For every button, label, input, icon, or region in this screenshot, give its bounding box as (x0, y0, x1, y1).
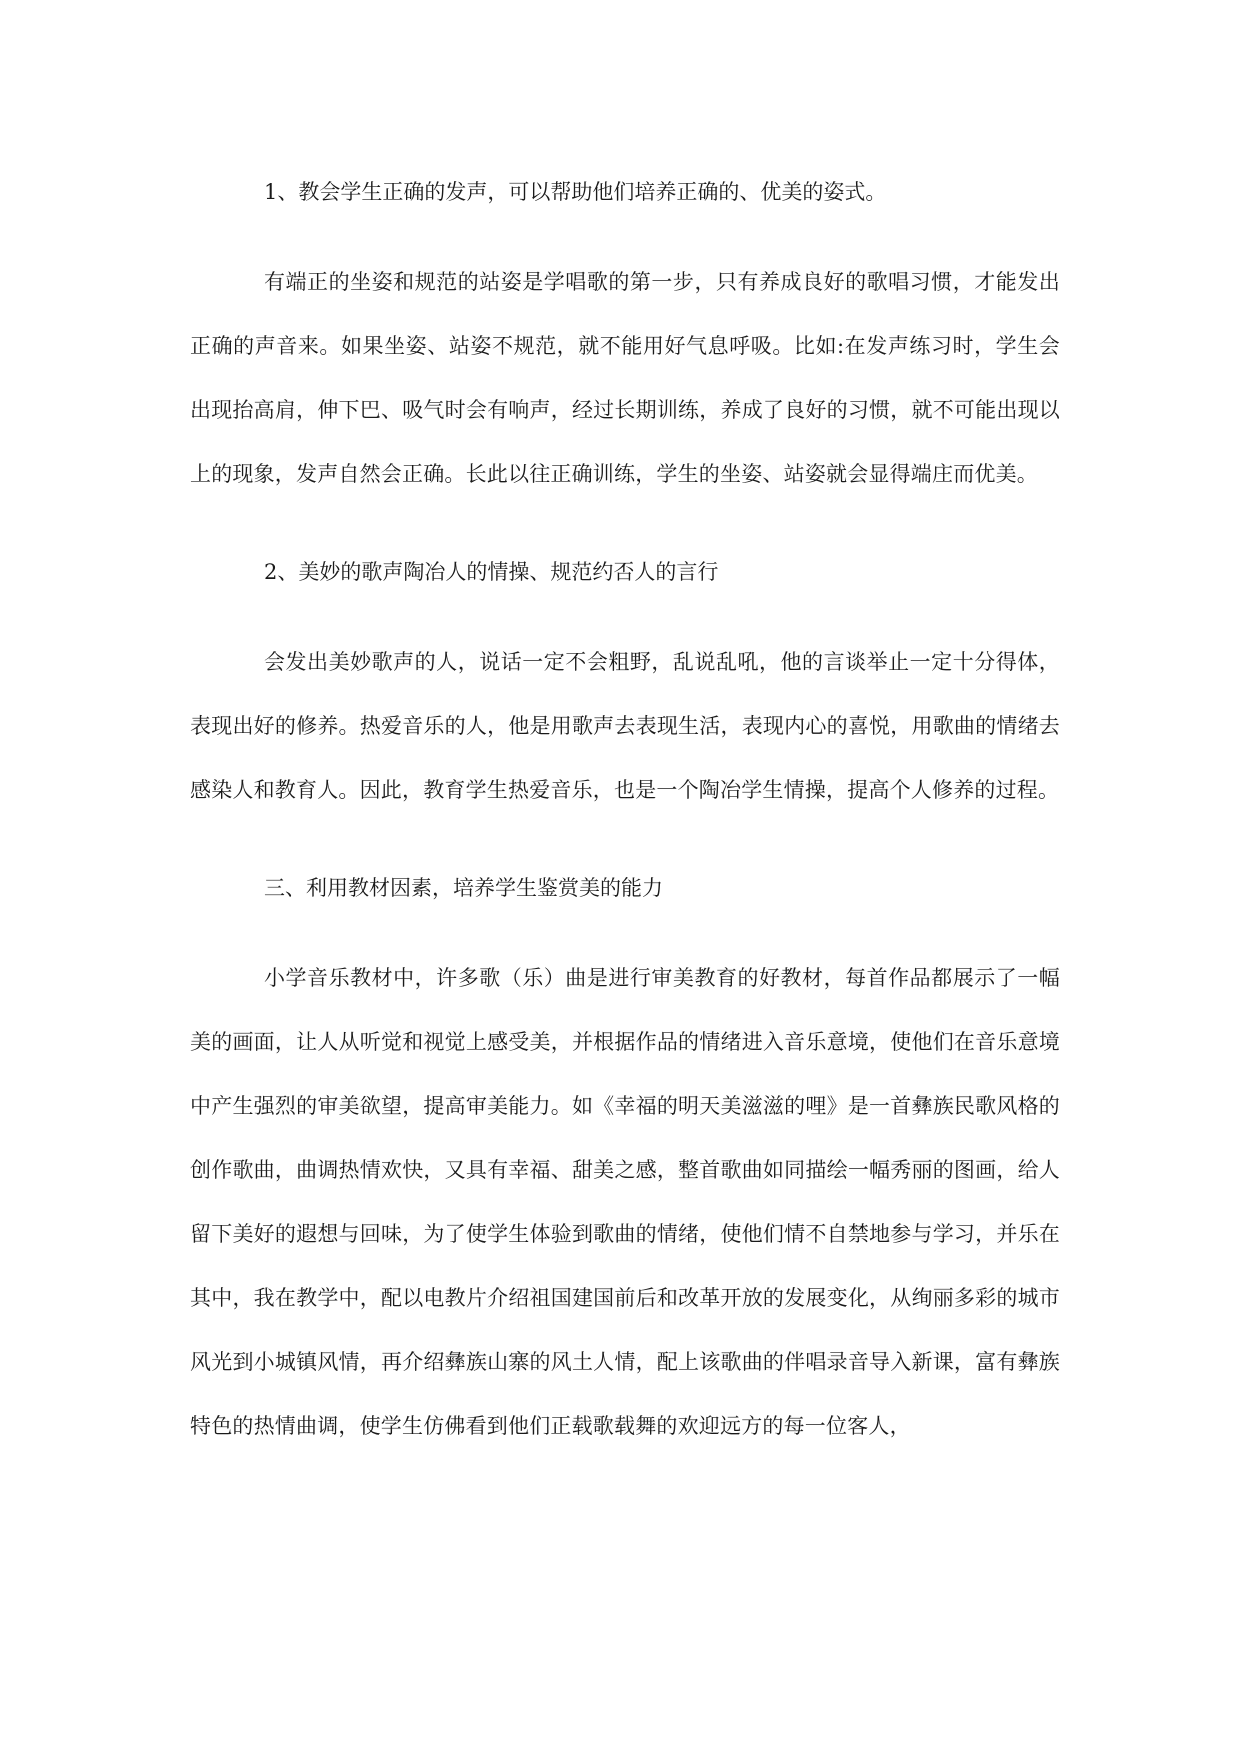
section-heading-3: 三、利用教材因素，培养学生鉴赏美的能力 (264, 876, 663, 900)
section-paragraph-2: 会发出美妙歌声的人，说话一定不会粗野，乱说乱吼，他的言谈举止一定十分得体，表现出好的修养。热爱音乐的人，他是用歌声去表现生活，表现内心的喜悦，用歌曲的情绪去感染人和教育人。因此，教育学生热爱音乐，也是一个陶冶学生情操，提高个人修养的过程。 (190, 650, 1060, 802)
section-heading-2: 2、美妙的歌声陶冶人的情操、规范约否人的言行 (264, 560, 719, 584)
document-body (190, 160, 1060, 1458)
section-paragraph-1: 有端正的坐姿和规范的站姿是学唱歌的第一步，只有养成良好的歌唱习惯，才能发出正确的声音来。如果坐姿、站姿不规范，就不能用好气息呼吸。比如:在发声练习时，学生会出现抬高肩，伸下巴、吸气时会有响声，经过长期训练，养成了良好的习惯，就不可能出现以上的现象，发声自然会正确。长此以往正确训练，学生的坐姿、站姿就会显得端庄而优美。 (190, 270, 1060, 486)
section-paragraph-3: 小学音乐教材中，许多歌（乐）曲是进行审美教育的好教材，每首作品都展示了一幅美的画面，让人从听觉和视觉上感受美，并根据作品的情绪进入音乐意境，使他们在音乐意境中产生强烈的审美欲望，提高审美能力。如《幸福的明天美滋滋的哩》是一首彝族民歌风格的创作歌曲，曲调热情欢快，又具有幸福、甜美之感，整首歌曲如同描绘一幅秀丽的图画，给人留下美好的遐想与回味，为了使学生体验到歌曲的情绪，使他们情不自禁地参与学习，并乐在其中，我在教学中，配以电教片介绍祖国建国前后和改革开放的发展变化，从绚丽多彩的城市风光到小城镇风情，再介绍彝族山寨的风土人情，配上该歌曲的伴唱录音导入新课，富有彝族特色的热情曲调，使学生仿佛看到他们正载歌载舞的欢迎远方的每一位客人， (190, 966, 1060, 1438)
section-heading-1: 1、教会学生正确的发声，可以帮助他们培养正确的、优美的姿式。 (264, 180, 887, 204)
